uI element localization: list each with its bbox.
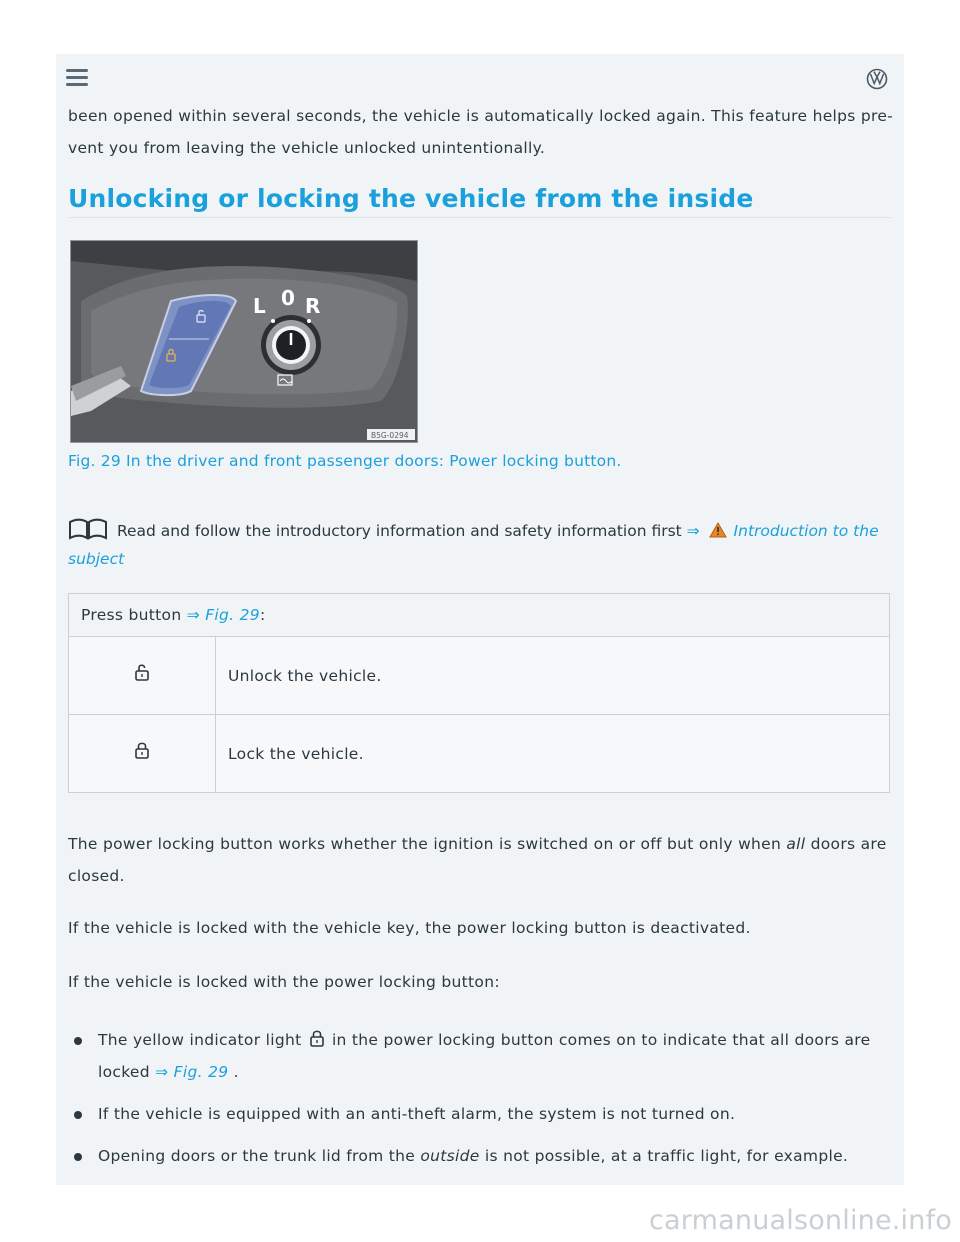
door-power-locking-figure [70,240,418,443]
open-book-icon [68,518,108,540]
svg-text:R: R [305,294,321,318]
watermark: carmanualsonline.info [649,1205,952,1236]
bullet3-emphasis: outside [420,1147,480,1165]
table-header-suffix: : [259,606,266,624]
fig-29-reference-2[interactable]: ⇒ Fig. 29 [155,1063,229,1081]
unlock-icon [134,663,150,681]
figure-caption: Fig. 29 In the driver and front passenger doors: Power locking button. [68,452,622,470]
bullet-list [68,1024,894,1172]
fig-29-reference[interactable]: ⇒ Fig. 29 [186,606,260,624]
lock-icon [134,741,150,759]
table-icon-cell [69,637,216,715]
bullet3-part-a: Opening doors or the trunk lid from the [98,1147,416,1165]
warning-triangle-icon [709,522,727,538]
bullet1-part-d: . [233,1063,239,1081]
svg-text:0: 0 [281,286,295,310]
list-item [68,1098,894,1130]
section-title: Unlocking or locking the vehicle from the inside [68,184,892,218]
para1-part-b: doors are [810,835,887,853]
table-icon-cell [69,715,216,793]
paragraph-vehicle-key: If the vehicle is locked with the vehicle key, the power locking button is deactivated. [68,919,751,937]
hamburger-menu-icon[interactable] [66,69,88,87]
content-area [56,104,904,1185]
bullet2-text: If the vehicle is equipped with an anti-theft alarm, the system is not turned on. [98,1105,736,1123]
bullet3-part-b: is not possible, at a traffic light, for example. [484,1147,849,1165]
table-row [69,637,890,715]
intro-line-1: been opened within several seconds, the vehicle is automatically locked again. This feature helps pre- [68,107,894,125]
safety-note-text: Read and follow the introductory information and safety information first [116,522,682,540]
table-row [69,715,890,793]
vw-logo-icon[interactable] [866,68,888,90]
list-item [68,1140,894,1172]
paragraph-ignition [68,828,894,892]
list-item [68,1024,894,1088]
svg-text:L: L [253,294,266,318]
bullet1-part-a: The yellow indicator light [98,1031,302,1049]
table-text-cell: Unlock the vehicle. [216,637,890,715]
intro-paragraph [68,100,894,164]
table-header [69,594,890,637]
para1-part-c: closed. [68,867,125,885]
power-locking-button-illustration [71,241,417,442]
intro-line-2: vent you from leaving the vehicle unlocked unintentionally. [68,139,546,157]
figure-code: B5G-0294 [371,431,409,440]
safety-note [68,517,894,573]
table-header-text: Press button [81,606,182,624]
table-header-row [69,594,890,637]
para1-emphasis: all [786,835,806,853]
safety-note-arrow[interactable]: ⇒ [686,522,700,540]
introduction-link[interactable]: Introduction to the subject [68,522,879,568]
bullet1-part-c: locked [98,1063,150,1081]
bullet1-part-b: in the power locking button comes on to indicate that all doors are [331,1031,871,1049]
paragraph-power-locking: If the vehicle is locked with the power locking button: [68,973,500,991]
para1-part-a: The power locking button works whether the ignition is switched on or off but only when [68,835,782,853]
table-text-cell: Lock the vehicle. [216,715,890,793]
top-bar [56,54,904,105]
lock-indicator-icon [309,1029,325,1047]
press-button-table [68,593,890,793]
